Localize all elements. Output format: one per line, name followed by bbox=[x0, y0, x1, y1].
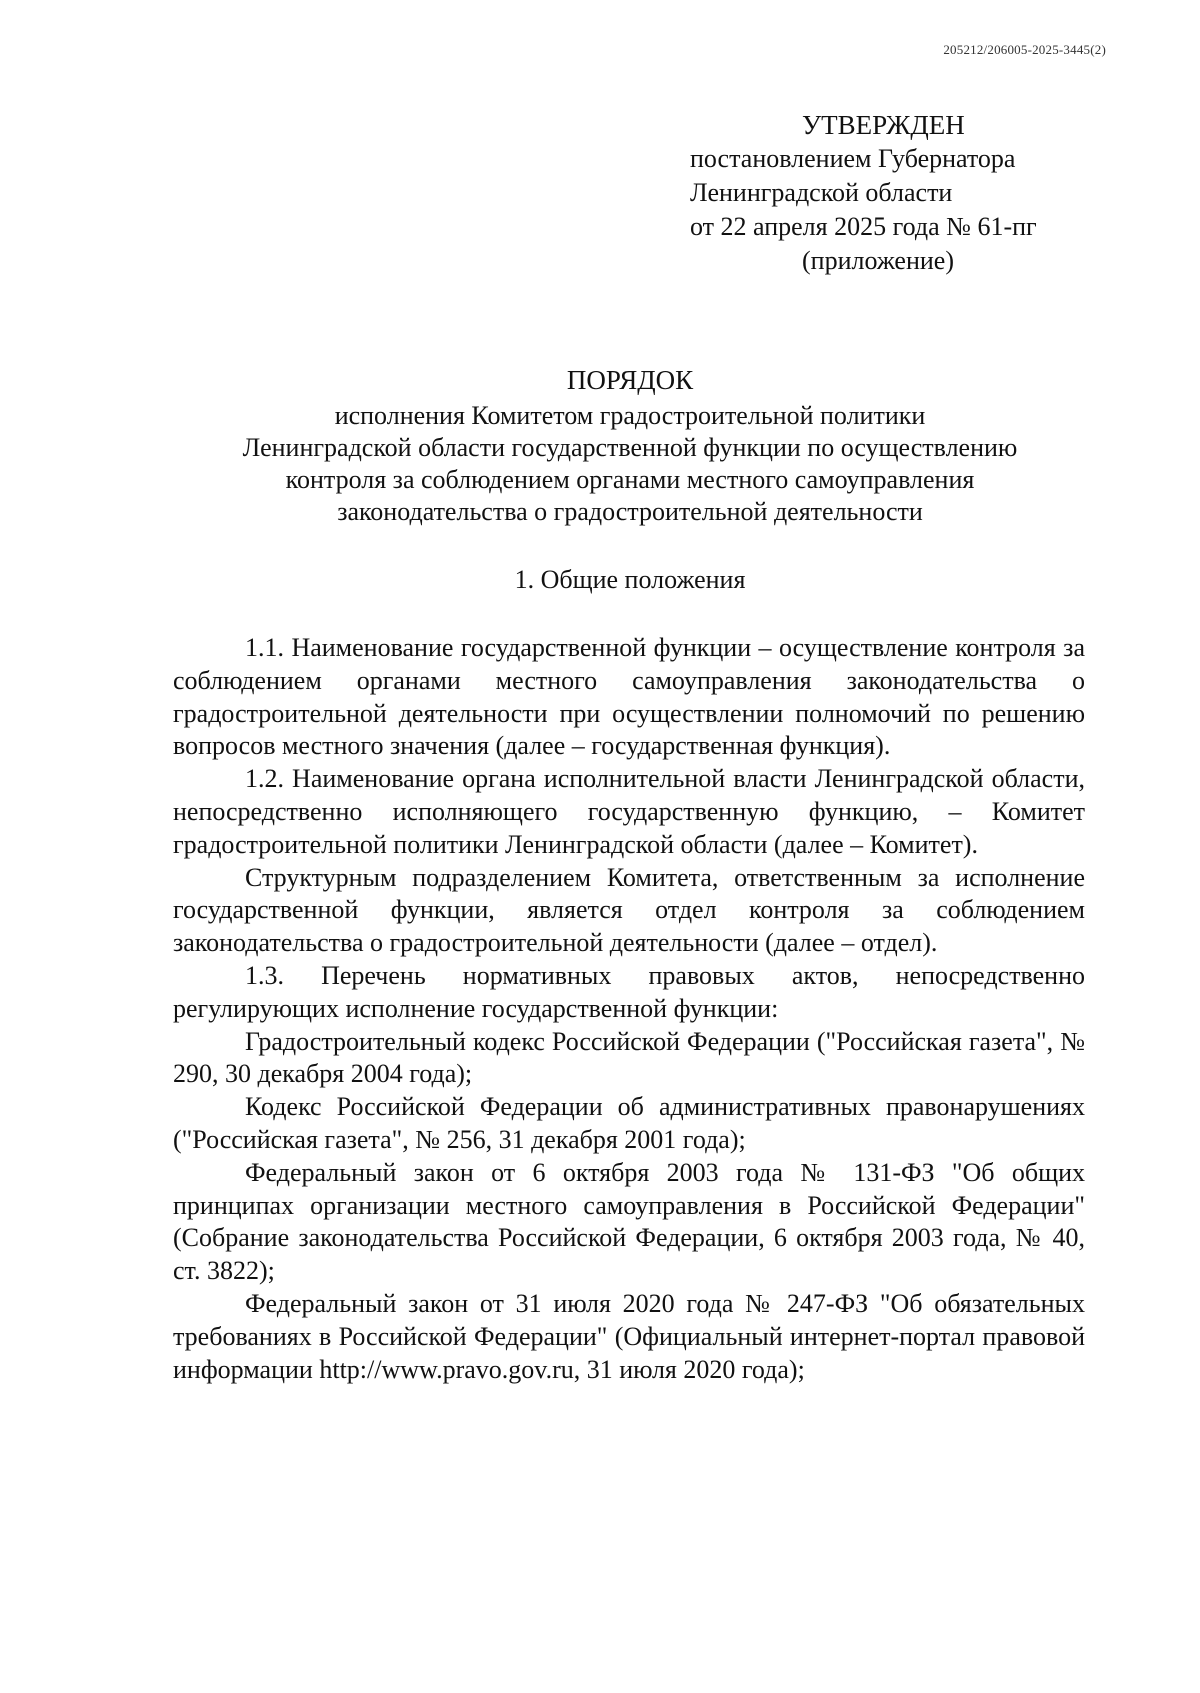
document-subtitle-line: Ленинградской области государственной функции по осуществлению bbox=[242, 433, 1018, 462]
document-subtitle-line: контроля за соблюдением органами местного самоуправления bbox=[285, 465, 975, 494]
approval-title: УТВЕРЖДЕН bbox=[802, 110, 965, 140]
approval-line-2: Ленинградской области bbox=[690, 178, 953, 207]
legal-act-item: Градостроительный кодекс Российской Федерации ("Российская газета", № 290, 30 декабря 2004 года); bbox=[173, 1026, 1085, 1089]
document-title: ПОРЯДОК bbox=[566, 365, 694, 395]
legal-act-item: Кодекс Российской Федерации об административных правонарушениях ("Российская газета", № 256, 31 декабря 2001 года); bbox=[173, 1092, 1085, 1154]
document-title-block bbox=[150, 364, 1110, 528]
document-subtitle-line: законодательства о градостроительной деятельности bbox=[337, 497, 923, 526]
approval-appendix: (приложение) bbox=[802, 246, 955, 275]
paragraph-1-2: 1.2. Наименование органа исполнительной власти Ленинградской области, непосредственно исполняющего государственную функцию, – Комитет градостроительной политики Ленинградской области (далее – Комитет). bbox=[173, 764, 1085, 859]
legal-act-item: Федеральный закон от 31 июля 2020 года № 247-ФЗ "Об обязательных требованиях в Российской Федерации" (Официальный интернет-портал правовой информации http://www.pravo.gov.ru, 31 июля 2020 года); bbox=[173, 1288, 1085, 1384]
document-subtitle-line: исполнения Комитетом градостроительной политики bbox=[334, 401, 926, 430]
paragraph-1-3: 1.3. Перечень нормативных правовых актов, непосредственно регулирующих исполнение государственной функции: bbox=[173, 960, 1085, 1023]
approval-line-1: постановлением Губернатора bbox=[690, 144, 1016, 173]
paragraph-structural-unit: Структурным подразделением Комитета, ответственным за исполнение государственной функции, является отдел контроля за соблюдением законодательства о градостроительной деятельности (далее – отдел). bbox=[173, 862, 1085, 958]
approval-line-3: от 22 апреля 2025 года № 61-пг bbox=[690, 212, 1037, 241]
document-body bbox=[173, 632, 1085, 1386]
legal-act-item: Федеральный закон от 6 октября 2003 года № 131-ФЗ "Об общих принципах организации местного самоуправления в Российской Федерации" (Собрание законодательства Российской Федерации, 6 октября 2003 года, № 40, ст. 3822); bbox=[173, 1157, 1085, 1286]
paragraph-1-1: 1.1. Наименование государственной функции – осуществление контроля за соблюдением органами местного самоуправления законодательства о градостроительной деятельности при осуществлении полномочий по решению вопросов местного значения (далее – государственная функция). bbox=[173, 633, 1085, 761]
section-heading: 1. Общие положения bbox=[514, 565, 746, 594]
approval-stamp bbox=[690, 108, 1130, 278]
document-registration-number: 205212/206005-2025-3445(2) bbox=[943, 42, 1106, 57]
